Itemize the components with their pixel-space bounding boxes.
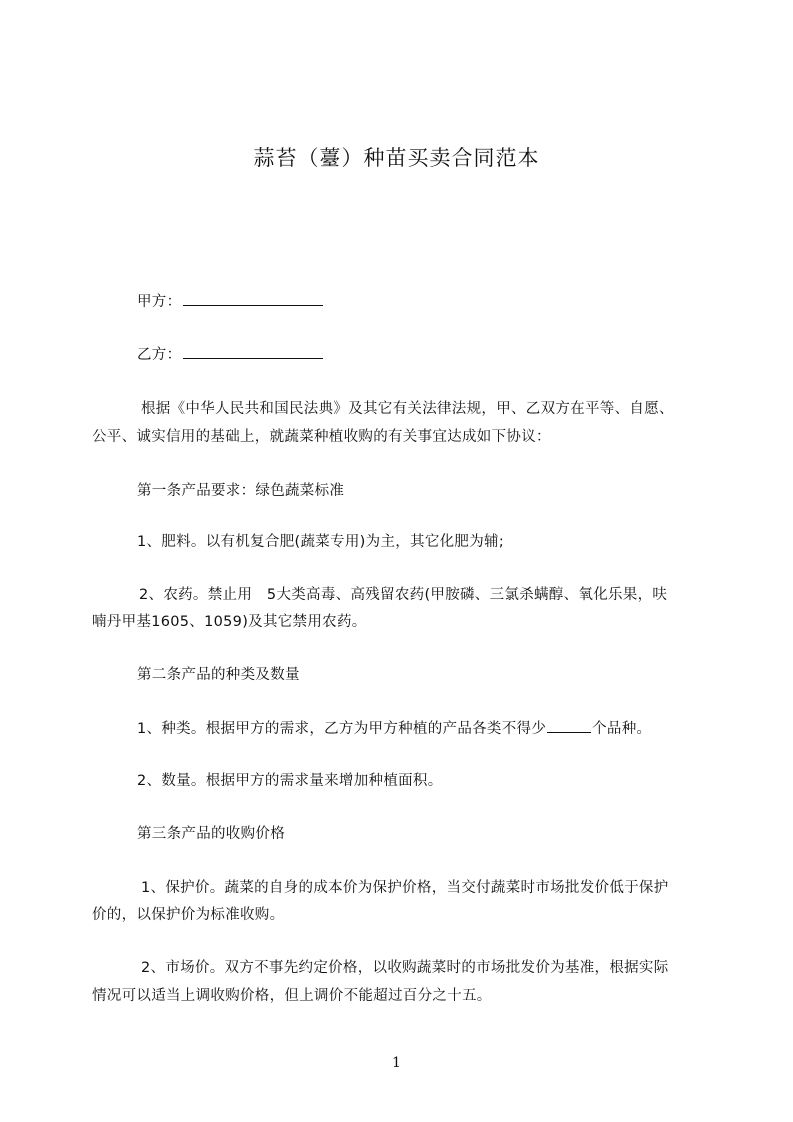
party-a-label: 甲方： — [137, 294, 182, 310]
article-2-item-1-suffix: 个品种。 — [592, 721, 652, 737]
article-1-item-1: 1、肥料。以有机复合肥(蔬菜专用)为主，其它化肥为辅; — [137, 534, 505, 550]
article-1-item-2-line-1: 2、农药。禁止用 5大类高毒、高残留农药(甲胺磷、三氯杀螨醇、氧化乐果，呋 — [139, 587, 668, 603]
party-b-line — [137, 344, 323, 365]
page-number: 1 — [392, 1055, 401, 1071]
party-a-blank — [183, 291, 323, 306]
party-b-label: 乙方： — [137, 347, 182, 363]
preamble-line-2: 公平、诚实信用的基础上，就蔬菜种植收购的有关事宜达成如下协议： — [92, 429, 551, 445]
variety-count-blank — [547, 718, 591, 733]
article-2-item-2: 2、数量。根据甲方的需求量来增加种植面积。 — [137, 773, 443, 789]
article-1-item-2-line-2: 喃丹甲基1605、1059)及其它禁用农药。 — [92, 614, 367, 630]
article-1-title: 第一条产品要求：绿色蔬菜标准 — [137, 483, 345, 499]
article-2-item-1-text: 1、种类。根据甲方的需求，乙方为甲方种植的产品各类不得少 — [137, 721, 547, 737]
article-3-item-1-line-2: 价的，以保护价为标准收购。 — [92, 907, 285, 923]
article-3-item-2-line-2: 情况可以适当上调收购价格，但上调价不能超过百分之十五。 — [92, 988, 492, 1004]
document-title: 蒜苔（薹）种苗买卖合同范本 — [253, 146, 540, 170]
article-2-title: 第二条产品的种类及数量 — [137, 667, 300, 683]
party-a-line — [137, 291, 323, 312]
party-b-blank — [183, 344, 323, 359]
preamble-line-1: 根据《中华人民共和国民法典》及其它有关法律法规，甲、乙双方在平等、自愿、 — [141, 401, 674, 417]
article-3-item-1-line-1: 1、保护价。蔬菜的自身的成本价为保护价格，当交付蔬菜时市场批发价低于保护 — [141, 880, 669, 896]
article-3-title: 第三条产品的收购价格 — [137, 826, 285, 842]
article-3-item-2-line-1: 2、市场价。双方不事先约定价格，以收购蔬菜时的市场批发价为基准，根据实际 — [141, 960, 669, 976]
article-2-item-1 — [137, 718, 651, 739]
